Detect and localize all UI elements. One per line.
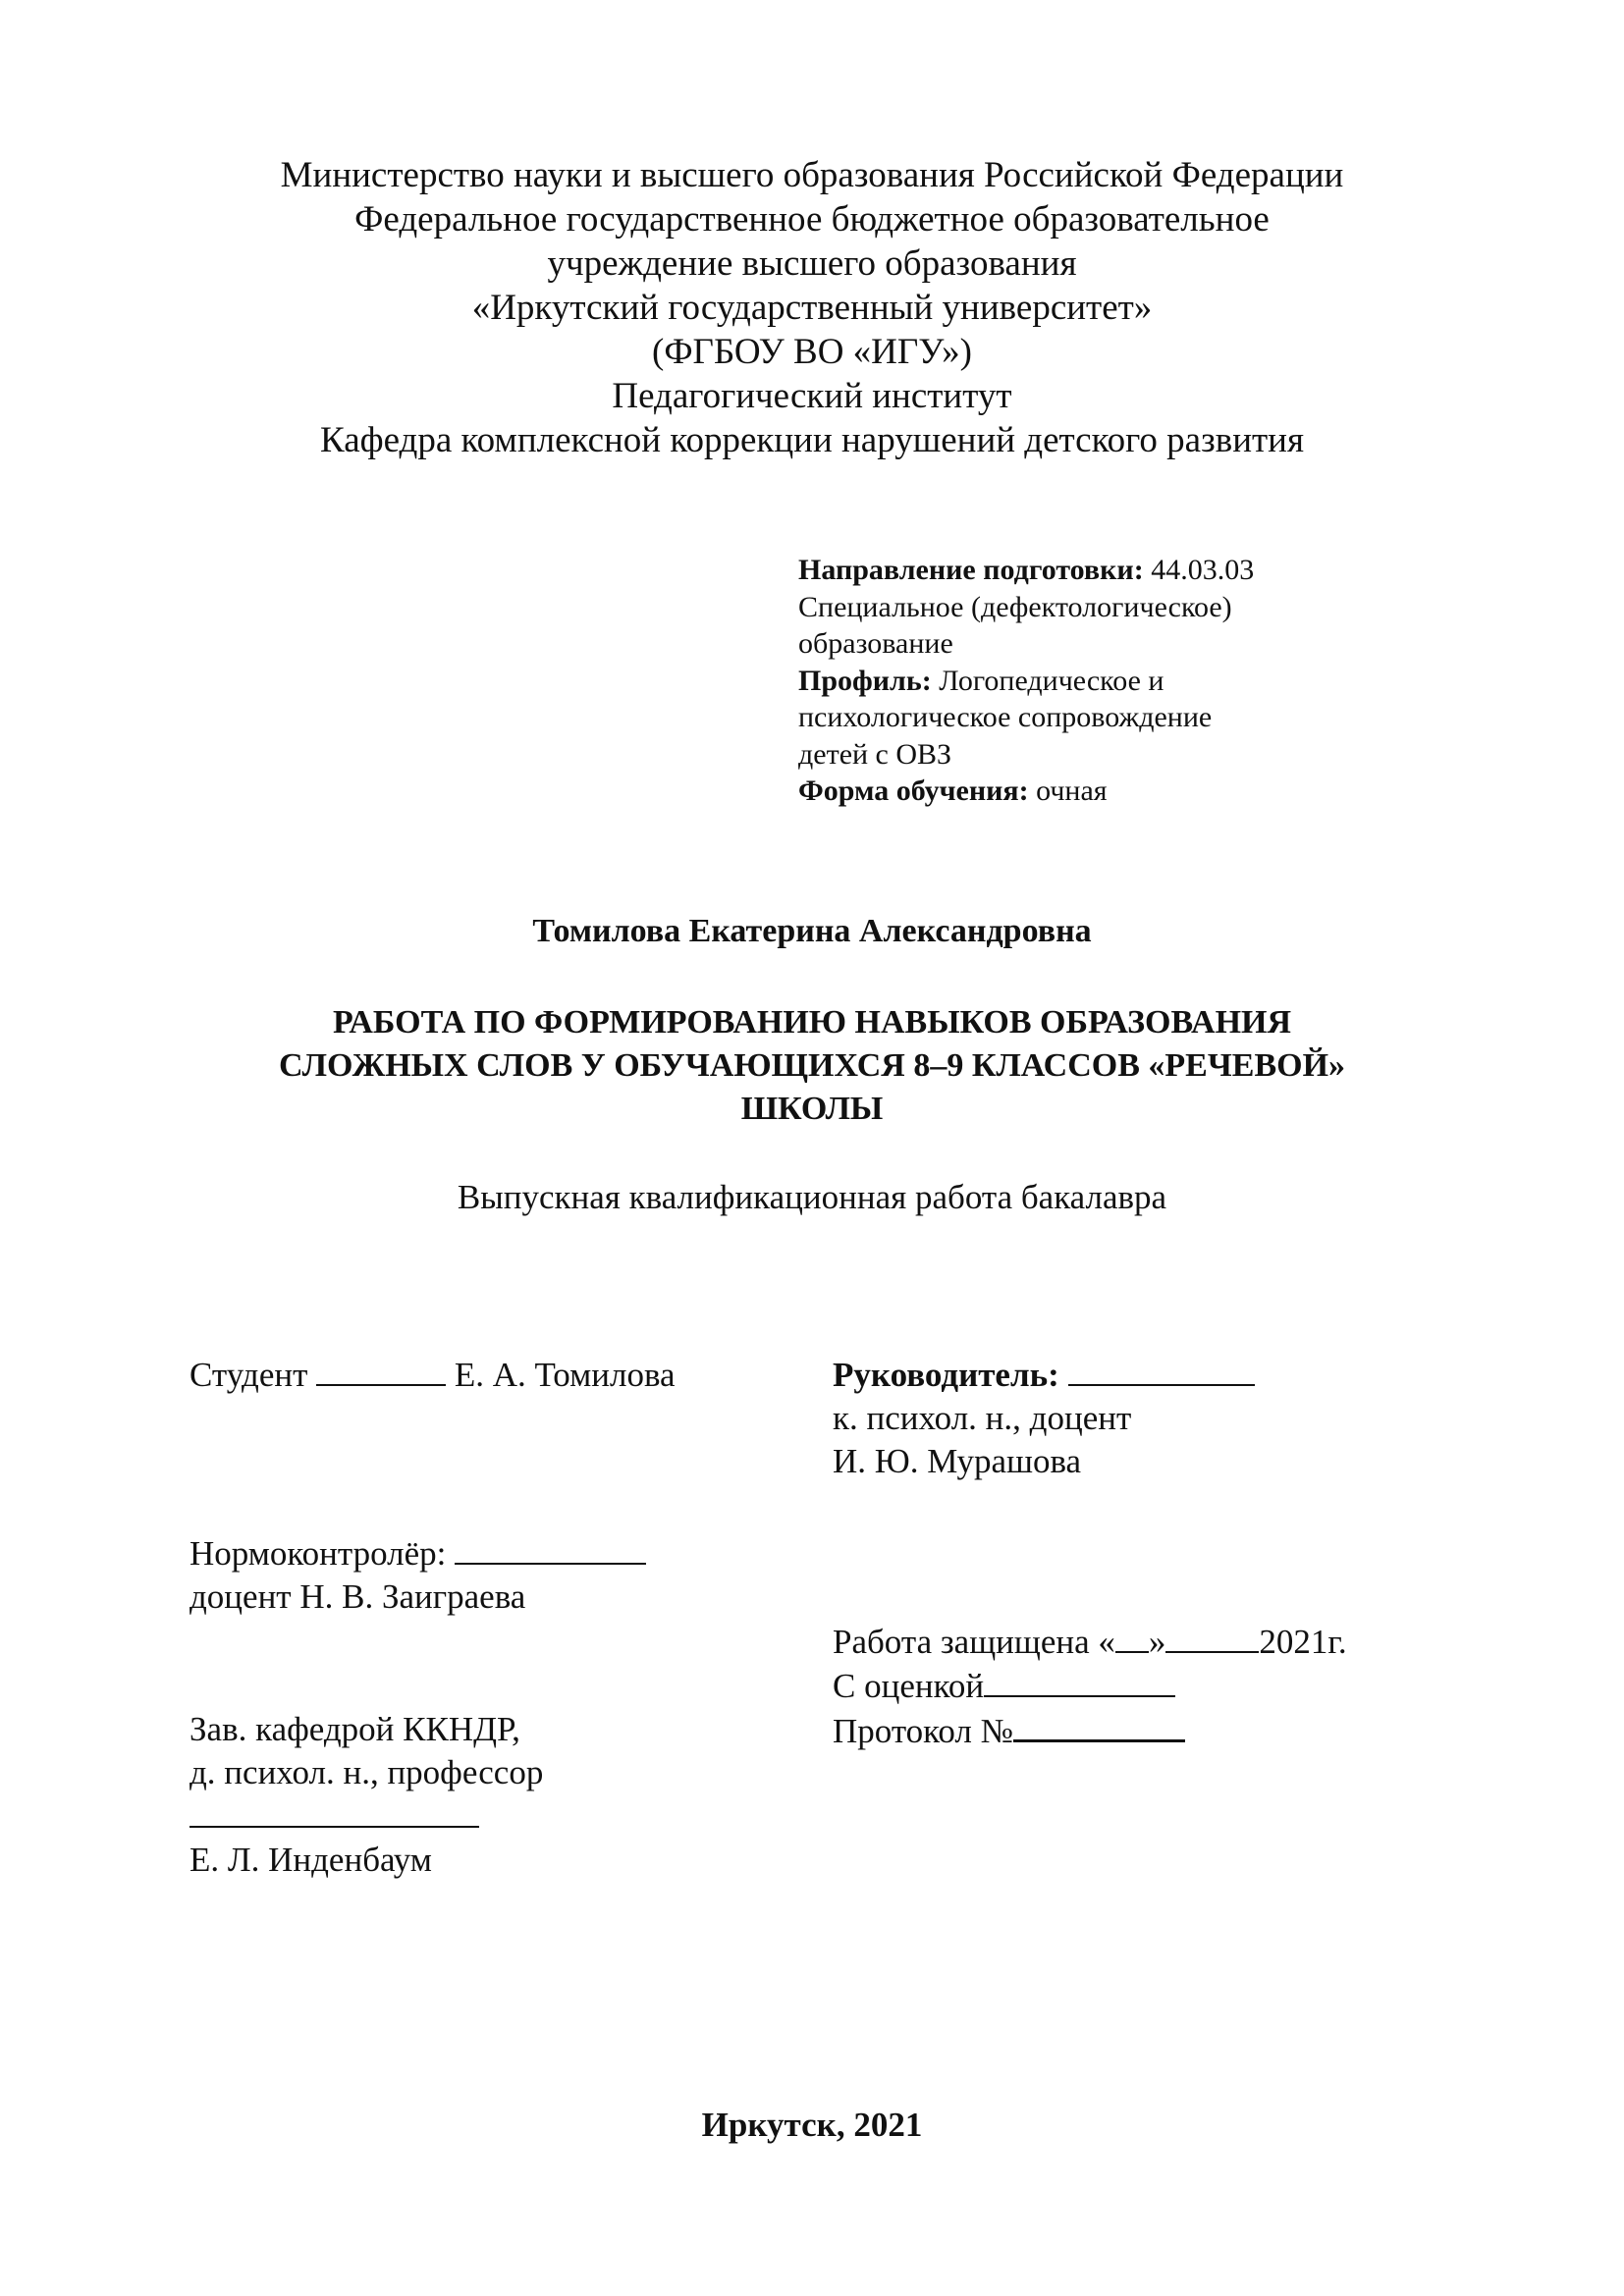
profile-value: Логопедическое и [931,664,1164,697]
normcontrol-name: доцент Н. В. Заиграева [189,1577,526,1616]
city-year: Иркутск, 2021 [701,2106,923,2144]
thesis-title [0,1001,1624,1131]
supervisor-line [833,1353,1255,1397]
head-name: Е. Л. Инденбаум [189,1841,432,1879]
institute-name: Педагогический институт [612,376,1012,416]
thesis-subtitle: Выпускная квалификационная работа бакалавра [457,1178,1167,1216]
ministry-line: Министерство науки и высшего образования Российской Федерации [280,155,1344,195]
supervisor-block [833,1353,1255,1483]
normcontrol-block [189,1531,646,1619]
supervisor-degree: к. психол. н., доцент [833,1399,1132,1437]
direction-label: Направление подготовки: [798,554,1144,586]
defense-line [833,1620,1347,1664]
head-label: Зав. кафедрой ККНДР, [189,1710,520,1748]
direction-line-3: образование [798,627,953,660]
head-degree: д. психол. н., профессор [189,1753,544,1791]
study-info [798,552,1348,810]
title-line-3: ШКОЛЫ [740,1091,884,1127]
profile-line [798,663,1348,700]
department-name: Кафедра комплексной коррекции нарушений детского развития [320,420,1304,460]
supervisor-label: Руководитель: [833,1356,1059,1394]
title-line-2: СЛОЖНЫХ СЛОВ У ОБУЧАЮЩИХСЯ 8–9 КЛАССОВ «РЕЧЕВОЙ» [278,1047,1346,1084]
supervisor-signature-line [1068,1353,1255,1386]
direction-code: 44.03.03 [1143,554,1255,586]
head-of-department-block [189,1708,543,1882]
author-name: Томилова Екатерина Александровна [532,913,1092,949]
grade-label: С оценкой [833,1667,985,1705]
profile-label: Профиль: [798,664,932,697]
normcontrol-signature-line [455,1531,646,1565]
title-line-1: РАБОТА ПО ФОРМИРОВАНИЮ НАВЫКОВ ОБРАЗОВАНИЯ [332,1004,1292,1041]
head-signature-line [189,1794,543,1839]
normcontrol-line [189,1531,646,1575]
protocol-line [833,1708,1347,1753]
direction-line [798,552,1348,589]
student-signature [189,1353,676,1397]
form-label: Форма обучения: [798,774,1029,807]
direction-line-2: Специальное (дефектологическое) [798,590,1232,623]
form-line [798,773,1348,810]
student-name: Е. А. Томилова [446,1356,676,1394]
normcontrol-label: Нормоконтролёр: [189,1534,456,1573]
defense-text: Работа защищена « [833,1623,1115,1661]
institution-header [0,153,1624,462]
student-signature-line [316,1353,446,1386]
defense-year: 2021г. [1259,1623,1347,1661]
supervisor-name: И. Ю. Мурашова [833,1442,1082,1480]
form-value: очная [1028,774,1108,807]
grade-line [833,1664,1347,1708]
student-label: Студент [189,1356,317,1394]
university-type-line-2: учреждение высшего образования [547,243,1077,284]
profile-line-3: детей с ОВЗ [798,737,952,771]
protocol-label: Протокол № [833,1712,1014,1750]
defense-block [833,1620,1347,1753]
defense-mid: » [1148,1623,1166,1661]
university-name: «Иркутский государственный университет» [471,288,1153,328]
university-abbreviation: (ФГБОУ ВО «ИГУ») [652,332,972,372]
university-type-line: Федеральное государственное бюджетное образовательное [354,199,1270,240]
profile-line-2: психологическое сопровождение [798,701,1213,733]
